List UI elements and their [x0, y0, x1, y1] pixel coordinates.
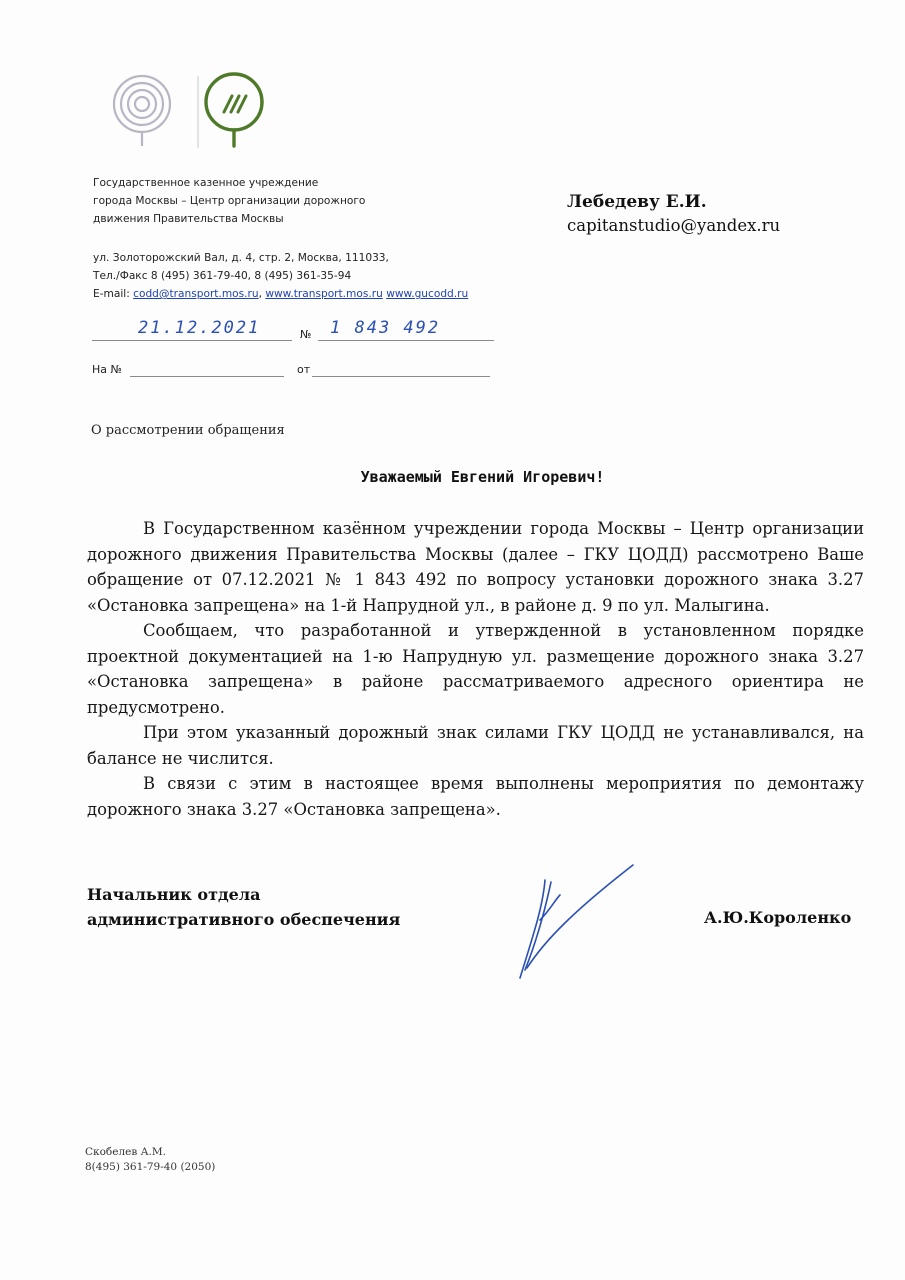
signatory-title-line: Начальник отдела [87, 885, 261, 904]
salutation: Уважаемый Евгений Игоревич! [360, 468, 605, 486]
executor-name: Скобелев А.М. [85, 1146, 166, 1158]
executor-info [85, 1145, 215, 1175]
reply-date-label: от [297, 363, 311, 376]
body-paragraph: Сообщаем, что разработанной и утвержденной в установленном порядке проектной документацией на 1-ю Напрудную ул. размещение дорожного знака 3.27 «Остановка запрещена» в районе рассматриваемого адресного ориентира не предусмотрено. [87, 621, 864, 717]
email-label: E-mail: [93, 288, 134, 300]
handwritten-signature [505, 860, 645, 985]
signatory-name: А.Ю.Короленко [704, 908, 852, 927]
org-line: города Москвы – Центр организации дорожного [93, 195, 366, 207]
org-line: движения Правительства Москвы [93, 213, 284, 225]
body-paragraph: В Государственном казённом учреждении города Москвы – Центр организации дорожного движения Правительства Москвы (далее – ГКУ ЦОДД) рассмотрено Ваше обращение от 07.12.2021 № 1 843 492 по вопросу установки дорожного знака 3.27 «Остановка запрещена» на 1-й Напрудной ул., в районе д. 9 по ул. Малыгина. [87, 519, 864, 615]
date-underline [92, 340, 292, 341]
signatory-title-line: административного обеспечения [87, 910, 401, 929]
registration-number: 1 843 492 [330, 318, 441, 338]
reply-number-underline [130, 376, 284, 377]
organization-logo [106, 72, 286, 152]
reply-number-label: На № [92, 363, 122, 376]
recipient-email: capitanstudio@yandex.ru [567, 216, 781, 235]
number-label: № [300, 328, 312, 341]
letter-body [87, 516, 864, 822]
site-link-transport[interactable]: www.transport.mos.ru [265, 288, 383, 300]
org-web-line: E-mail: codd@transport.mos.ru, www.transport.mos.ru www.gucodd.ru [93, 288, 469, 300]
organization-contacts [93, 249, 533, 303]
site-link-gucodd[interactable]: www.gucodd.ru [386, 288, 469, 300]
executor-phone: 8(495) 361-79-40 (2050) [85, 1161, 216, 1173]
number-underline [318, 340, 494, 341]
letter-subject: О рассмотрении обращения [91, 423, 285, 438]
recipient-name: Лебедеву Е.И. [567, 192, 707, 212]
registration-date: 21.12.2021 [138, 318, 261, 338]
body-paragraph: В связи с этим в настоящее время выполнены мероприятия по демонтажу дорожного знака 3.27 «Остановка запрещена». [87, 774, 864, 819]
email-link[interactable]: codd@transport.mos.ru [133, 288, 259, 300]
org-address: ул. Золоторожский Вал, д. 4, стр. 2, Москва, 111033, [93, 252, 389, 264]
organization-name [93, 174, 423, 228]
org-line: Государственное казенное учреждение [93, 177, 319, 189]
signatory-title [87, 882, 400, 932]
reply-date-underline [312, 376, 490, 377]
org-phone: Тел./Факс 8 (495) 361-79-40, 8 (495) 361-35-94 [93, 270, 352, 282]
body-paragraph: При этом указанный дорожный знак силами ГКУ ЦОДД не устанавливался, на балансе не числится. [87, 723, 864, 768]
recipient-block [567, 190, 867, 238]
